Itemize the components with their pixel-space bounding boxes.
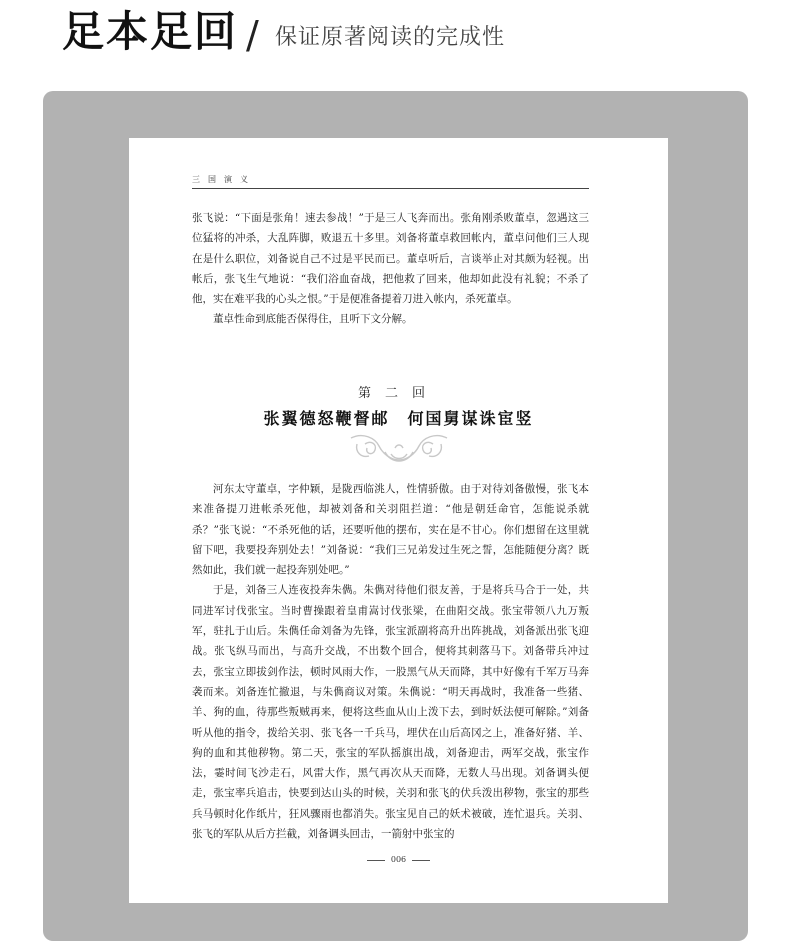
- chapter-text-block: [192, 479, 589, 844]
- paragraph: 河东太守董卓，字仲颖，是陇西临洮人，性情骄傲。由于对待刘备傲慢，张飞本来准备提刀进帐杀死他，却被刘备和关羽阻拦道：“他是朝廷命官，怎能说杀就杀？”张飞说：“不杀死他的话，还要听他的摆布，实在是不甘心。你们想留在这里就留下吧，我要投奔别处去！”刘备说：“我们三兄弟发过生死之誓，怎能随便分离？既然如此，我们就一起投奔别处吧。”: [192, 483, 589, 577]
- chapter-title: 张翼德怒鞭督邮 何国舅谋诛宦竖: [263, 409, 534, 428]
- chapter-number: 第二回: [357, 386, 439, 401]
- banner-slash: /: [246, 13, 259, 57]
- paragraph: 于是，刘备三人连夜投奔朱儁。朱儁对待他们很友善，于是将兵马合于一处，共同进军讨伐张宝。当时曹操跟着皇甫嵩讨伐张梁，在曲阳交战。张宝带领八九万叛军，驻扎于山后。朱儁任命刘备为先锋，张宝派副将高升出阵挑战，刘备派出张飞迎战。张飞纵马而出，与高升交战，不出数个回合，便将其刺落马下。刘备带兵冲过去，张宝立即拔剑作法，顿时风雨大作，一股黑气从天而降，其中好像有千军万马奔袭而来。刘备连忙撤退，与朱儁商议对策。朱儁说：“明天再战时，我准备一些猪、羊、狗的血，待那些叛贼再来，便将这些血从山上泼下去，到时妖法便可解除。”刘备听从他的指令，拨给关羽、张飞各一千兵马，埋伏在山后高冈之上，准备好猪、羊、狗的血和其他秽物。第二天，张宝的军队摇旗出战，刘备迎击，两军交战，张宝作法，霎时间飞沙走石，风雷大作，黑气再次从天而降，无数人马出现。刘备调头便走，张宝率兵追击，快要到达山头的时候，关羽和张飞的伏兵泼出秽物，张宝的那些兵马顿时化作纸片，狂风骤雨也都消失。张宝见自己的妖术被破，连忙退兵。关羽、张飞的军队从后方拦截，刘备调头回击，一箭射中张宝的: [192, 584, 589, 841]
- header-rule: [192, 188, 589, 189]
- paragraph: 张飞说：“下面是张角！速去参战！”于是三人飞奔而出。张角刚杀败董卓，忽遇这三位猛将的冲杀，大乱阵脚，败退五十多里。刘备将董卓救回帐内，董卓问他们三人现在是什么职位，刘备说自己不过是平民而已。董卓听后，言谈举止对其颇为轻视。出帐后，张飞生气地说：“我们浴血奋战，把他救了回来，他却如此没有礼貌；不杀了他，实在难平我的心头之恨。”于是便准备提着刀进入帐内，杀死董卓。: [192, 212, 589, 306]
- top-text-block: [192, 208, 589, 330]
- page-number-footer: [129, 855, 668, 864]
- banner-subtitle: 保证原著阅读的完成性: [275, 25, 506, 50]
- running-head: 三国演义: [192, 175, 256, 184]
- banner-title: 足本足回: [62, 7, 239, 56]
- folio-dash-right: [412, 860, 430, 861]
- paragraph: 董卓性命到底能否保得住，且听下文分解。: [213, 313, 413, 326]
- folio-dash-left: [367, 860, 385, 861]
- book-page: [129, 138, 668, 903]
- header-banner: [0, 0, 790, 78]
- cloud-ornament-icon: [345, 430, 453, 470]
- page-number: 006: [390, 855, 407, 864]
